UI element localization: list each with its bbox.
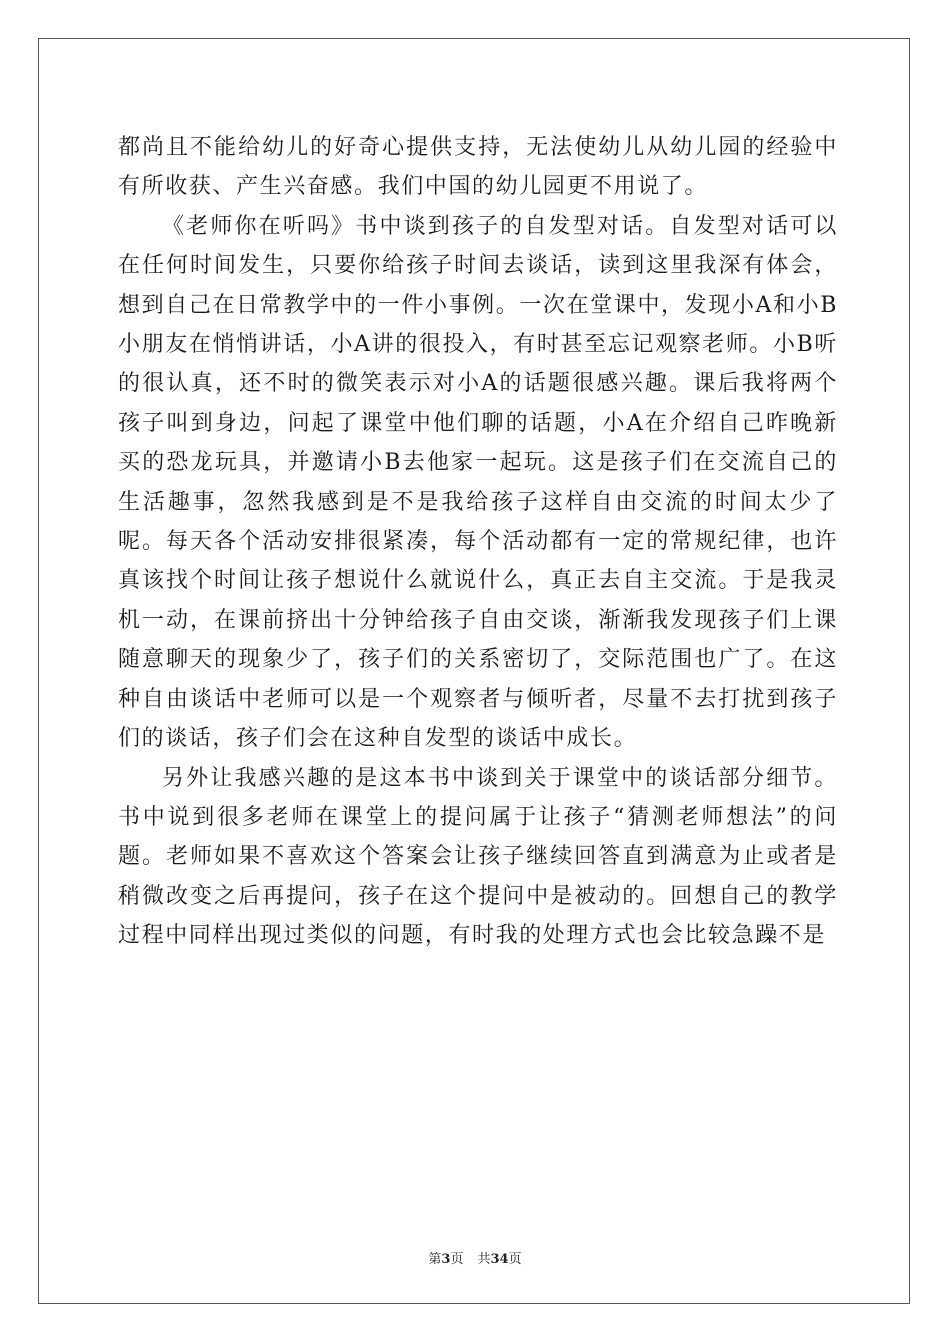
document-body [118,128,838,956]
paragraph-1: 都尚且不能给幼儿的好奇心提供支持，无法使幼儿从幼儿园的经验中有所收获、产生兴奋感。我们中国的幼儿园更不用说了。 [118,135,838,200]
footer-page-suffix: 页 [450,1252,464,1267]
paragraph-3: 另外让我感兴趣的是这本书中谈到关于课堂中的谈话部分细节。书中说到很多老师在课堂上的提问属于让孩子“猜测老师想法”的问题。老师如果不喜欢这个答案会让孩子继续回答直到满意为止或者是稍微改变之后再提问，孩子在这个提问中是被动的。回想自己的教学过程中同样出现过类似的问题，有时我的处理方式也会比较急躁不是 [118,765,838,949]
footer-prefix: 第 [428,1252,442,1267]
page-footer [0,1248,950,1267]
total-pages-number: 34 [490,1252,509,1267]
footer-total-suffix: 页 [508,1252,522,1267]
footer-total-prefix: 共 [477,1252,491,1267]
paragraph-2: 《老师你在听吗》书中谈到孩子的自发型对话。自发型对话可以在任何时间发生，只要你给孩子时间去谈话，读到这里我深有体会，想到自己在日常教学中的一件小事例。一次在堂课中，发现小A和小B小朋友在悄悄讲话，小A讲的很投入，有时甚至忘记观察老师。小B听的很认真，还不时的微笑表示对小A的话题很感兴趣。课后我将两个孩子叫到身边，问起了课堂中他们聊的话题，小A在介绍自己昨晚新买的恐龙玩具，并邀请小B去他家一起玩。这是孩子们在交流自己的生活趣事，忽然我感到是不是我给孩子这样自由交流的时间太少了呢。每天各个活动安排很紧凑，每个活动都有一定的常规纪律，也许真该找个时间让孩子想说什么就说什么，真正去自主交流。于是我灵机一动，在课前挤出十分钟给孩子自由交谈，渐渐我发现孩子们上课随意聊天的现象少了，孩子们的关系密切了，交际范围也广了。在这种自由谈话中老师可以是一个观察者与倾听者，尽量不去打扰到孩子们的谈话，孩子们会在这种自发型的谈话中成长。 [118,213,838,752]
current-page-number: 3 [441,1252,451,1267]
